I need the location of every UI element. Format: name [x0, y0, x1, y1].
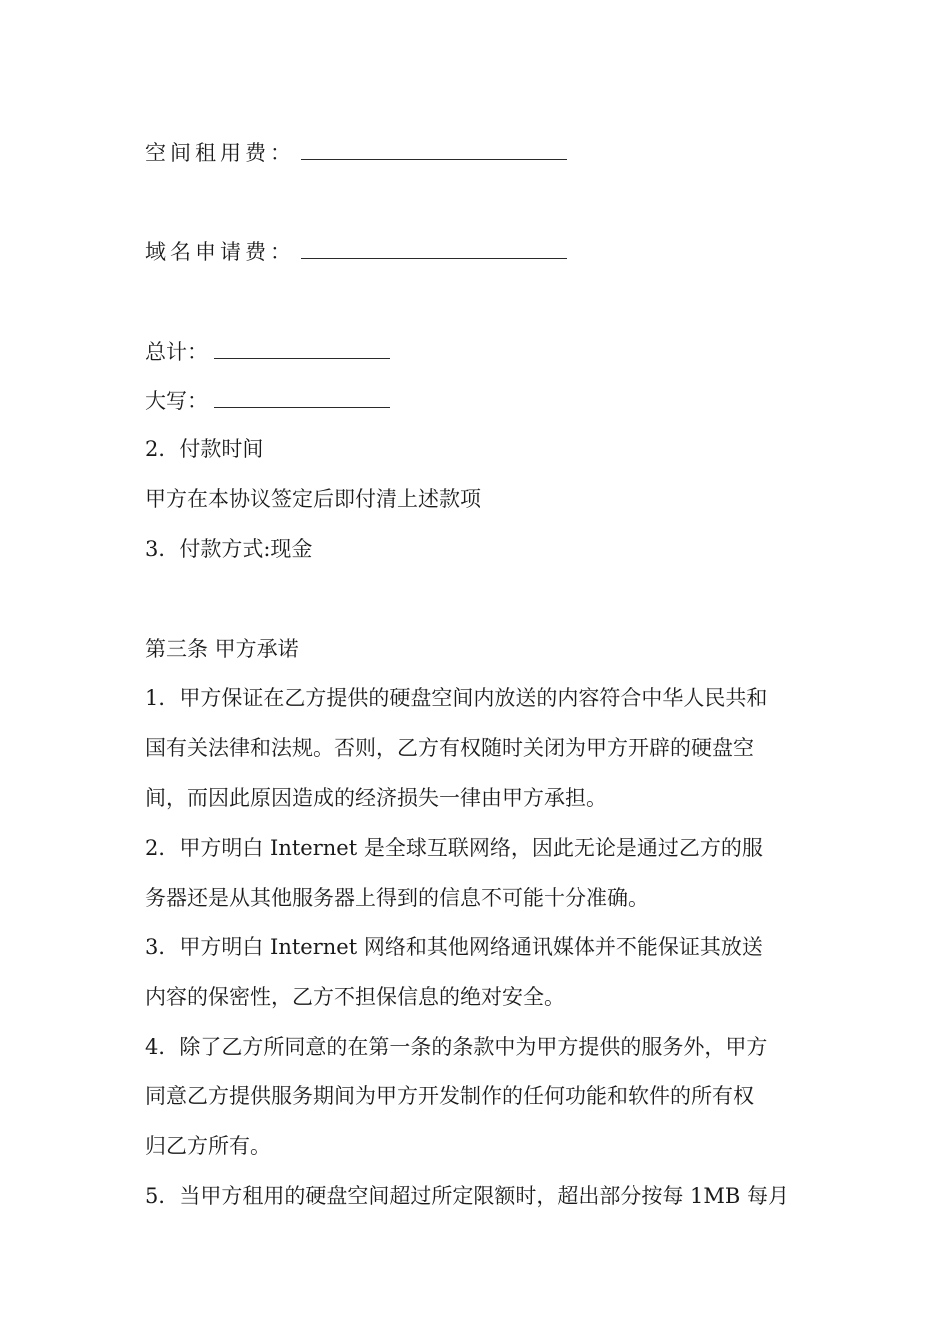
article3-line: 3．甲方明白 Internet 网络和其他网络通讯媒体并不能保证其放送	[145, 935, 763, 959]
payment-time-text: 甲方在本协议签定后即付清上述款项	[145, 487, 481, 511]
payment-time-heading: 2．付款时间	[145, 437, 264, 461]
article3-line: 1．甲方保证在乙方提供的硬盘空间内放送的内容符合中华人民共和	[145, 686, 768, 710]
space-rental-fee-blank	[301, 139, 567, 160]
domain-fee-row	[145, 238, 567, 266]
domain-fee-blank	[301, 238, 567, 259]
uppercase-row	[145, 387, 390, 415]
total-label: 总计：	[145, 340, 208, 364]
article3-line: 间，而因此原因造成的经济损失一律由甲方承担。	[145, 786, 607, 810]
total-row	[145, 338, 390, 366]
domain-fee-label: 域名申请费：	[145, 240, 295, 264]
article3-line: 4．除了乙方所同意的在第一条的条款中为甲方提供的服务外，甲方	[145, 1035, 768, 1059]
uppercase-blank	[214, 387, 390, 408]
total-blank	[214, 338, 390, 359]
space-rental-fee-label: 空间租用费：	[145, 141, 295, 165]
space-rental-fee-row	[145, 139, 567, 167]
article3-line: 务器还是从其他服务器上得到的信息不可能十分准确。	[145, 886, 649, 910]
uppercase-label: 大写：	[145, 389, 208, 413]
article3-line: 2．甲方明白 Internet 是全球互联网络，因此无论是通过乙方的服	[145, 836, 763, 860]
article3-line: 归乙方所有。	[145, 1134, 271, 1158]
article3-line: 5．当甲方租用的硬盘空间超过所定限额时，超出部分按每 1MB 每月	[145, 1184, 790, 1208]
article3-heading: 第三条 甲方承诺	[145, 637, 299, 661]
article3-line: 同意乙方提供服务期间为甲方开发制作的任何功能和软件的所有权	[145, 1084, 754, 1108]
payment-method: 3．付款方式:现金	[145, 537, 313, 561]
article3-line: 内容的保密性，乙方不担保信息的绝对安全。	[145, 985, 565, 1009]
article3-line: 国有关法律和法规。否则，乙方有权随时关闭为甲方开辟的硬盘空	[145, 736, 754, 760]
